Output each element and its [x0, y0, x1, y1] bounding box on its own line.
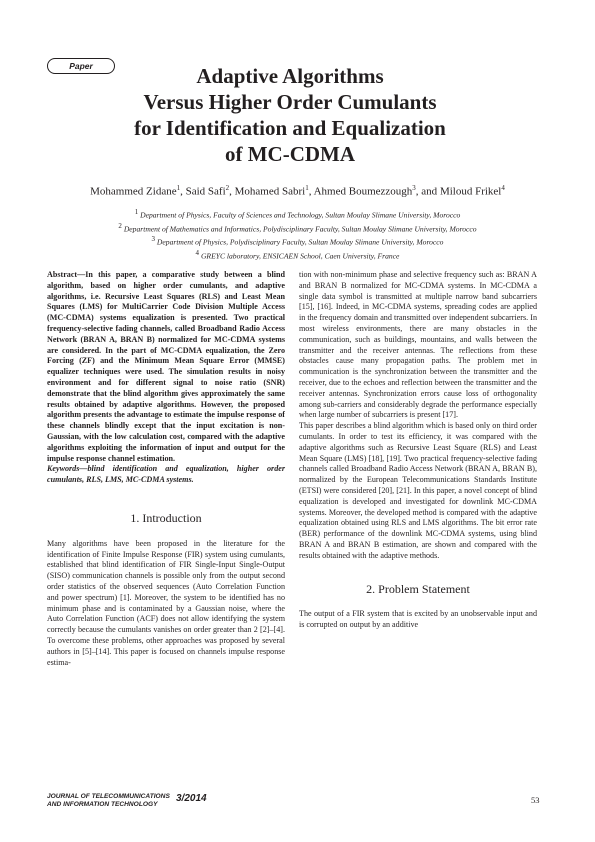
journal-issue: 3/2014	[176, 793, 207, 804]
affiliation-mark: 4	[195, 248, 200, 257]
keywords-label: Keywords	[47, 464, 80, 474]
page-number: 53	[531, 795, 540, 805]
author-affil-mark: 2	[225, 184, 230, 192]
right-column	[299, 270, 537, 631]
title-line: for Identification and Equalization	[134, 116, 446, 140]
affiliation-line	[30, 207, 565, 221]
body-paragraph: tion with non-minimum phase and selective frequency such as: BRAN A and BRAN B normalized for MC-CDMA systems. In MC-CDMA a single data symbol is transmitted at multiple narrow band subcarriers [15], [16]. Indeed, in MC-CDMA systems, spreading codes are applied in the frequency domain and transmitted over independent subcarriers. In most wireless environments, there are many obstacles in the communication, such as buildings, mountains, and walls between the transmitter and the receiver antennas. The reflections from these obstacles cause many propagation paths. The problem met in communication is the synchronization between the transmitter and the receiver, due to the echoes and reflection between the transmitter and the receiver antennas. Synchronization errors cause loss of orthogonality among sub-carriers and considerably degrade the performance especially when large number of subcarriers is present [17].	[299, 270, 537, 420]
journal-name	[47, 793, 170, 808]
body-paragraph: This paper describes a blind algorithm which is based only on third order cumulants. In order to test its efficiency, it was compared with the adaptive algorithms such as Recursive Least Square (RLS) and Least Mean Square (LMS) [18], [19]. Two practical frequency-selective fading channels called Broadband Radio Access Network (BRAN A, BRAN B), normalized by the European Telecommunications Standards Institute (ETSI) were considered [20], [21]. In this paper, a novel concept of blind equalization is developed and investigated for downlink MC-CDMA systems. Moreover, the developed method is compared with the adaptive equalization obtained using RLS and LMS algorithms. The bit error rate (BER) performance of the downlink MC-CDMA systems, using blind BRAN A and BRAN B estimation, are shown and compared with the results obtained with the adaptive methods.	[299, 421, 537, 560]
abstract	[47, 270, 285, 464]
author-separator: ,	[180, 185, 186, 198]
affiliation-line	[30, 234, 565, 248]
author-affil-mark: 1	[176, 184, 181, 192]
paper-title	[60, 63, 520, 167]
affiliation-line	[30, 248, 565, 262]
affiliation-mark: 3	[151, 235, 156, 244]
title-line: of MC-CDMA	[224, 142, 356, 166]
author-separator: ,	[229, 185, 235, 198]
paper-type-badge: Paper	[47, 58, 115, 74]
author-separator: , and	[415, 185, 440, 198]
affiliation-text: Department of Physics, Faculty of Sciences and Technology, Sultan Moulay Slimane University, Morocco	[140, 210, 461, 220]
section-heading-introduction: 1. Introduction	[130, 510, 202, 525]
introduction-paragraph: Many algorithms have been proposed in the literature for the identification of Finite Impulse Response (FIR) system using cumulants, established that blind identification of FIR Single-Input Single-Output (SISO) communication channels is possible only from the output second order statistics of the observed sequences (Auto Correlation Function and power spectrum) [1]. Moreover, the system to be identified has no minimum phase and is contaminated by a Gaussian noise, where the Auto Correlation Function (ACF) does not allow identifying the system correctly because the cumulants vanishes on order greater than 2 [2]–[4]. To overcome these problems, other approaches was proposed by several authors in [5]–[14]. This paper is focused on channels impulse response estima-	[47, 538, 285, 667]
title-line: Versus Higher Order Cumulants	[143, 90, 437, 114]
author-separator: ,	[308, 185, 314, 198]
affiliation-mark: 2	[118, 221, 122, 230]
problem-statement-paragraph: The output of a FIR system that is excited by an unobservable input and is corrupted on output by an additive	[299, 609, 537, 630]
author-name: Mohamed Sabri	[234, 185, 306, 198]
affiliation-mark: 1	[134, 208, 139, 216]
journal-name-line: JOURNAL OF TELECOMMUNICATIONS	[47, 793, 170, 800]
affiliations	[30, 207, 565, 261]
section-heading-problem-statement: 2. Problem Statement	[366, 581, 470, 596]
author-affil-mark: 4	[501, 184, 505, 192]
journal-name-line: AND INFORMATION TECHNOLOGY	[47, 800, 158, 808]
author-list	[30, 184, 565, 198]
affiliation-text: GREYC laboratory, ENSICAEN School, Caen University, France	[200, 251, 400, 261]
author-name: Ahmed Boumezzough	[313, 185, 413, 198]
left-column	[47, 270, 285, 668]
affiliation-text: Department of Mathematics and Informatics, Polydisciplinary Faculty, Sultan Moulay Slimane University, Morocco	[123, 224, 477, 234]
affiliation-line	[30, 221, 565, 235]
title-line: Adaptive Algorithms	[196, 64, 384, 88]
author-affil-mark: 3	[412, 184, 416, 192]
author-name: Mohammed Zidane	[90, 185, 177, 198]
author-affil-mark: 1	[305, 184, 309, 192]
abstract-text: —In this paper, a comparative study between a blind algorithm, based on higher order cumulants, and adaptive algorithms, i.e. Recursive Least Squares (RLS) and Least Mean Squares (LMS) for MultiCarrier Code Division Multiple Access (MC-CDMA) systems equalization is presented. Two practical frequency-selective fading channels, called Broadband Radio Access Network (BRAN A, BRAN B) normalized for MC-CDMA systems are considered. In the part of MC-CDMA equalization, the Zero Forcing (ZF) and the Minimum Mean Square Error (MMSE) equalizer techniques were used. The simulation results in noisy environment and for different signal to noise ratio (SNR) demonstrate that the blind algorithm gives approximately the same results obtained by adaptive algorithms. However, the proposed algorithm presents the advantage to estimate the impulse response of these channels blindly except that the input excitation is non-Gaussian, with the low calculation cost, compared with the adaptive algorithms exploiting the information of input and output for the impulse response channel estimation.	[47, 270, 285, 463]
abstract-label: Abstract	[47, 270, 78, 279]
affiliation-text: Department of Physics, Polydisciplinary Faculty, Sultan Moulay Slimane University, Morocco	[156, 237, 444, 247]
keywords-text: —blind identification and equalization, higher order cumulants, RLS, LMS, MC-CDMA systems.	[47, 464, 285, 485]
author-name: Miloud Frikel	[439, 185, 502, 198]
author-name: Said Safi	[185, 185, 226, 198]
keywords	[47, 464, 285, 486]
